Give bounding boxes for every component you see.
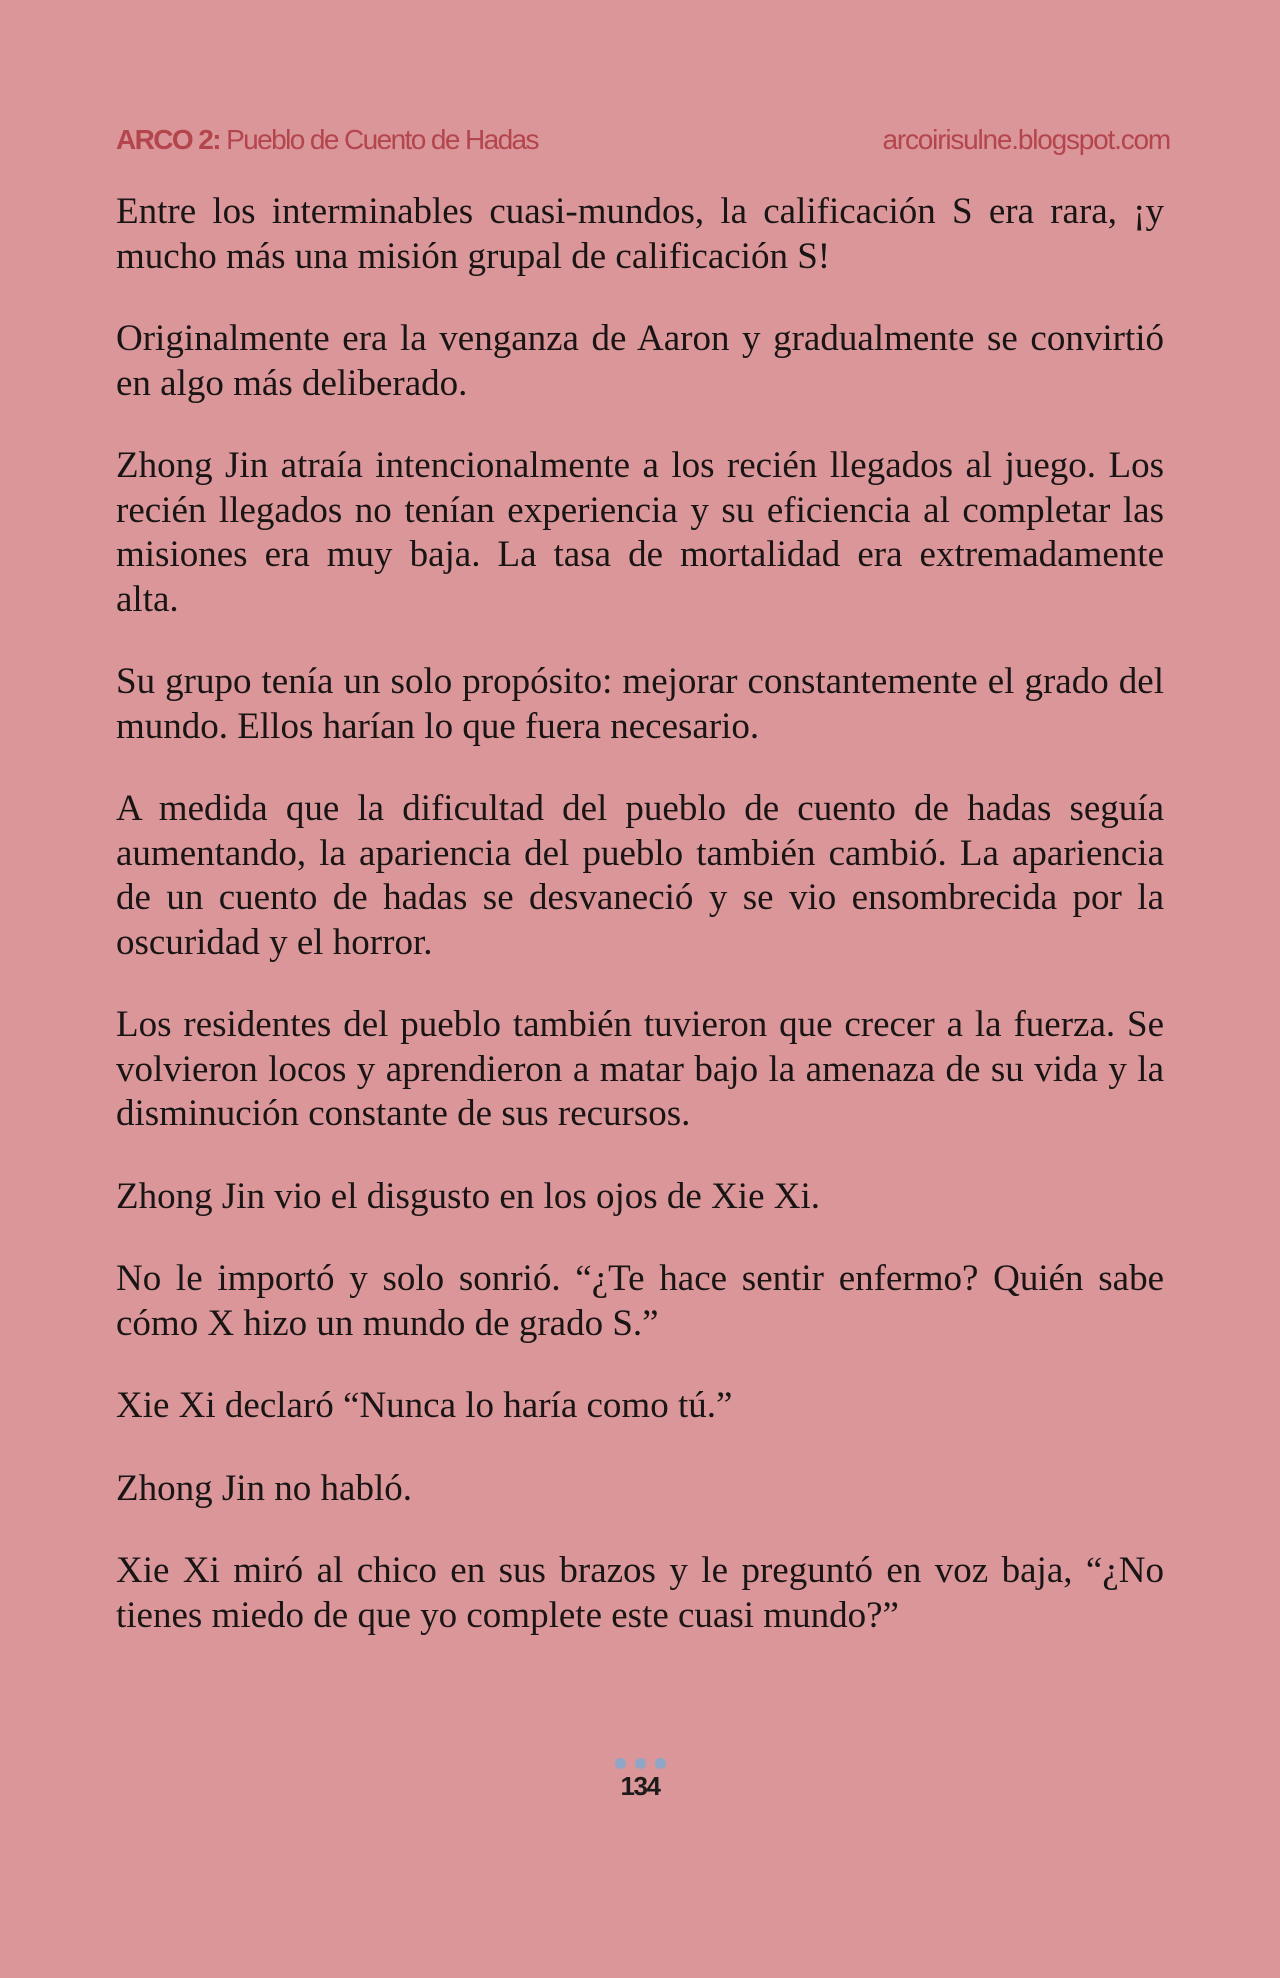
paragraph: Originalmente era la venganza de Aaron y gradualmente se convirtió en algo más deliberado. xyxy=(116,318,1164,404)
paragraph: Zhong Jin vio el disgusto en los ojos de Xie Xi. xyxy=(116,1175,820,1217)
book-title: Pueblo de Cuento de Hadas xyxy=(226,124,538,155)
page-number: 134 xyxy=(620,1771,660,1801)
paragraph: No le importó y solo sonrió. “¿Te hace sentir enfermo? Quién sabe cómo X hizo un mundo de grado S.” xyxy=(116,1258,1164,1344)
paragraph: Xie Xi declaró “Nunca lo haría como tú.” xyxy=(116,1385,733,1426)
arc-label: ARCO 2: xyxy=(116,124,220,155)
dot-icon xyxy=(635,1758,646,1769)
page-header xyxy=(116,116,1170,164)
chapter-text xyxy=(116,190,1164,1676)
paragraph: Entre los interminables cuasi-mundos, la calificación S era rara, ¡y mucho más una misión grupal de calificación S! xyxy=(116,191,1164,277)
paragraph: Los residentes del pueblo también tuvieron que crecer a la fuerza. Se volvieron locos y aprendieron a matar bajo la amenaza de su vida y la disminución constante de sus recursos. xyxy=(116,1004,1164,1134)
header-book-title xyxy=(116,124,538,156)
paragraph: Su grupo tenía un solo propósito: mejorar constantemente el grado del mundo. Ellos harían lo que fuera necesario. xyxy=(116,661,1164,747)
page-footer xyxy=(0,1758,1280,1802)
dot-icon xyxy=(655,1758,666,1769)
dot-icon xyxy=(615,1758,626,1769)
paragraph: A medida que la dificultad del pueblo de cuento de hadas seguía aumentando, la apariencia del pueblo también cambió. La apariencia de un cuento de hadas se desvaneció y se vio ensombrecida por la oscuridad y el horror. xyxy=(116,788,1164,963)
decorative-dots-icon xyxy=(615,1758,666,1769)
paragraph: Zhong Jin no habló. xyxy=(116,1467,412,1509)
paragraph: Xie Xi miró al chico en sus brazos y le preguntó en voz baja, “¿No tienes miedo de que yo complete este cuasi mundo?” xyxy=(116,1550,1164,1636)
header-website: arcoirisulne.blogspot.com xyxy=(882,124,1170,155)
paragraph: Zhong Jin atraía intencionalmente a los recién llegados al juego. Los recién llegados no tenían experiencia y su eficiencia al completar las misiones era muy baja. La tasa de mortalidad era extremadamente alta. xyxy=(116,445,1164,620)
